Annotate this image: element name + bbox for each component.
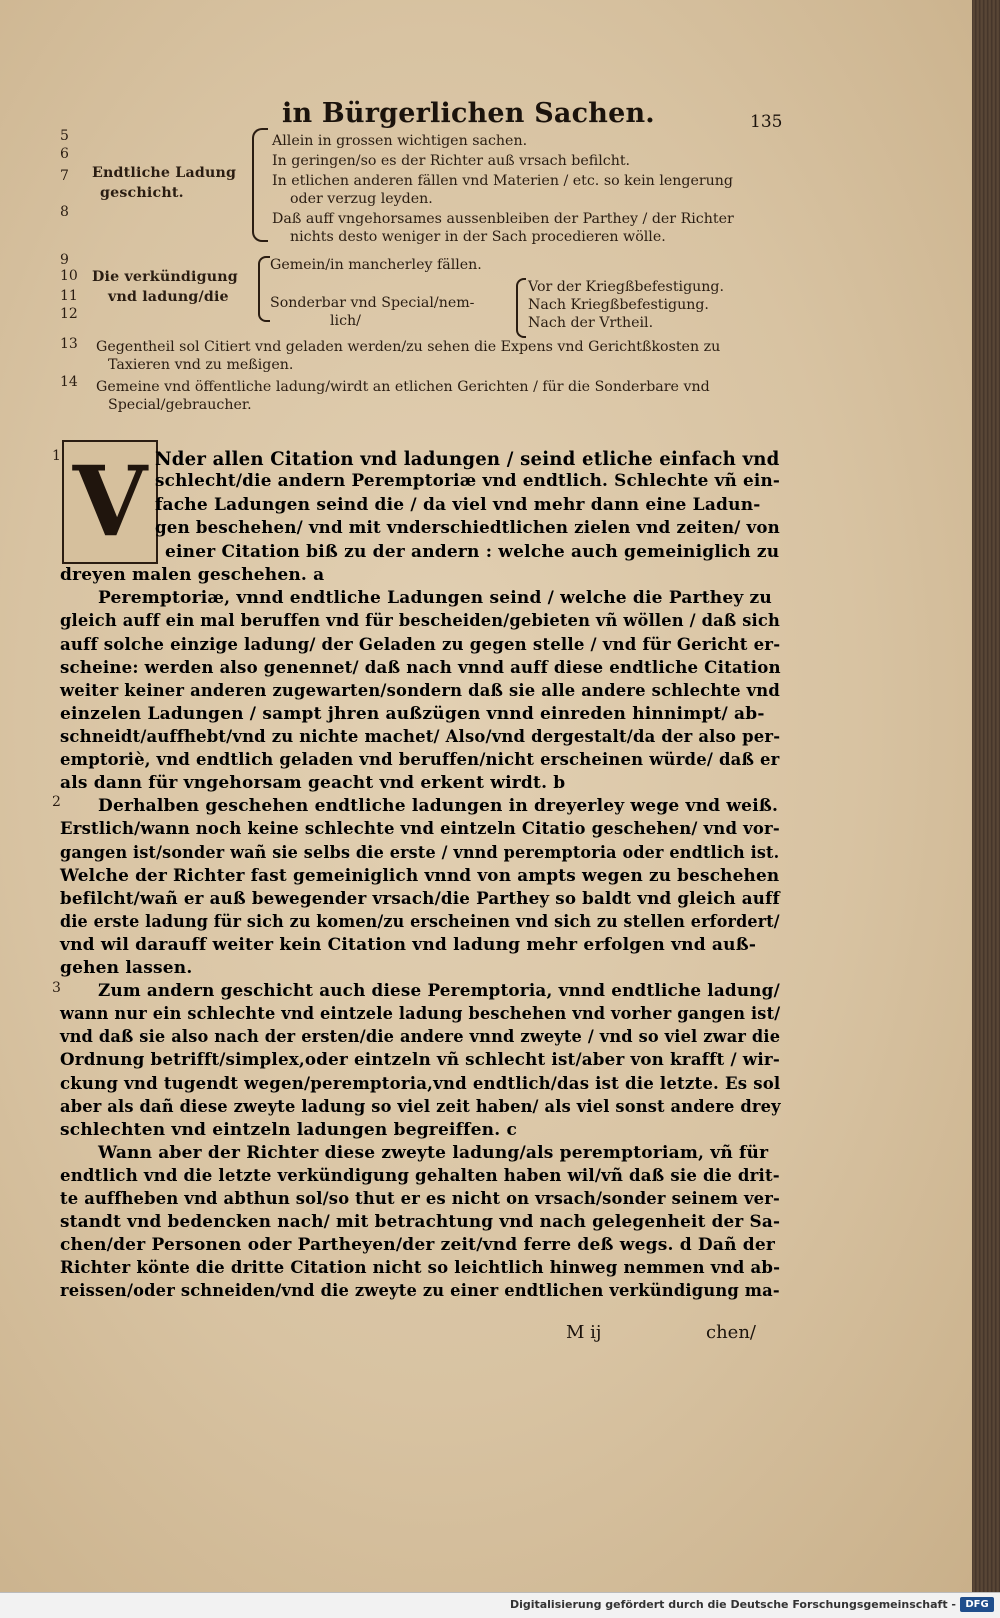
body-line: gen beschehen/ vnd mit vnderschiedtlichen zielen vnd zeiten/ von xyxy=(155,518,780,538)
body-line: chen/der Personen oder Partheyen/der zeit/vnd ferre deß wegs. d Dañ der xyxy=(60,1235,776,1255)
line-number: 12 xyxy=(60,306,78,322)
initial-letter: V xyxy=(72,445,148,558)
line-number: 8 xyxy=(60,204,69,220)
body-line: vnd wil darauff weiter kein Citation vnd ladung mehr erfolgen vnd auß- xyxy=(60,935,757,955)
body-line: ckung vnd tugendt wegen/peremptoria,vnd endtlich/das ist die letzte. Es sol xyxy=(60,1074,781,1094)
catchword: chen/ xyxy=(706,1322,756,1343)
body-line: te auffheben vnd abthun sol/so thut er es nicht on vrsach/sonder seinem ver- xyxy=(60,1189,781,1209)
folio-number: 135 xyxy=(750,112,783,132)
line-number: 13 xyxy=(60,336,78,352)
body-line: aber als dañ diese zweyte ladung so viel zeit haben/ als viel sonst andere drey xyxy=(60,1097,781,1117)
margin-mark: 2 xyxy=(52,794,61,810)
body-line: Derhalben geschehen endtliche ladungen in dreyerley wege vnd weiß. xyxy=(98,796,779,816)
body-line: Peremptoriæ, vnnd endtliche Ladungen seind / welche die Parthey zu xyxy=(98,588,772,608)
line-number: 14 xyxy=(60,374,78,390)
body-line: weiter keiner anderen zugewarten/sondern daß sie alle andere schlechte vnd xyxy=(60,681,780,701)
summary-item: Daß auff vngehorsames aussenbleiben der Parthey / der Richter xyxy=(272,211,734,227)
signature-mark: M ij xyxy=(566,1322,602,1343)
summary-item: In etlichen anderen fällen vnd Materien / etc. so kein lengerung xyxy=(272,173,734,189)
brace-icon xyxy=(516,278,526,338)
summary-subitem: Nach Kriegßbefestigung. xyxy=(528,297,709,313)
body-line: auff solche einzige ladung/ der Geladen zu gegen stelle / vnd für Gericht er- xyxy=(60,635,781,655)
margin-mark: 1 xyxy=(52,448,61,464)
summary-item: In geringen/so es der Richter auß vrsach befilcht. xyxy=(272,153,631,169)
body-line: gleich auff ein mal beruffen vnd für bescheiden/gebieten vñ wöllen / daß sich xyxy=(60,611,780,631)
line-number: 5 xyxy=(60,128,69,144)
summary-item: Gegentheil sol Citiert vnd geladen werden/zu sehen die Expens vnd Gerichtßkosten zu xyxy=(96,339,721,355)
margin-mark: 3 xyxy=(52,980,61,996)
line-number: 7 xyxy=(60,168,69,184)
body-line: Richter könte die dritte Citation nicht so leichtlich hinweg nemmen vnd ab- xyxy=(60,1258,781,1278)
body-line: die erste ladung für sich zu komen/zu erscheinen vnd sich zu stellen erfordert/ xyxy=(60,912,780,932)
body-line: einzelen Ladungen / sampt jhren außzügen vnnd einreden hinnimpt/ ab- xyxy=(60,704,765,724)
footer-bar xyxy=(0,1592,1000,1618)
decorated-initial xyxy=(62,440,158,564)
body-line: wann nur ein schlechte vnd eintzele ladung beschehen vnd vorher gangen ist/ xyxy=(60,1004,781,1024)
footer-credit: Digitalisierung gefördert durch die Deutsche Forschungsgemeinschaft - xyxy=(509,1598,956,1611)
body-line: einer Citation biß zu der andern : welche auch gemeiniglich zu xyxy=(165,542,780,562)
body-line: befilcht/wañ er auß bewegender vrsach/die Parthey so baldt vnd gleich auff xyxy=(60,889,780,909)
body-line: Nder allen Citation vnd ladungen / seind etliche einfach vnd xyxy=(155,448,780,470)
body-line: fache Ladungen seind die / da viel vnd mehr dann eine Ladun- xyxy=(155,495,761,515)
summary-item: Special/gebraucher. xyxy=(108,397,252,413)
body-line: Ordnung betrifft/simplex,oder eintzeln vñ schlecht ist/aber von krafft / wir- xyxy=(60,1050,780,1070)
brace-icon xyxy=(252,128,268,242)
summary-subitem: Vor der Kriegßbefestigung. xyxy=(528,279,725,295)
summary-item: lich/ xyxy=(330,313,361,329)
summary-item: Gemein/in mancherley fällen. xyxy=(270,257,482,273)
summary-label: geschicht. xyxy=(100,185,184,201)
body-line: reissen/oder schneiden/vnd die zweyte zu einer endtlichen verkündigung ma- xyxy=(60,1281,780,1301)
summary-label: vnd ladung/die xyxy=(108,289,229,305)
body-line: schneidt/auffhebt/vnd zu nichte machet/ Also/vnd dergestalt/da der also per- xyxy=(60,727,781,747)
summary-item: Sonderbar vnd Special/nem- xyxy=(270,295,475,311)
line-number: 11 xyxy=(60,288,78,304)
running-head: in Bürgerlichen Sachen. xyxy=(282,98,655,129)
dfg-logo: DFG xyxy=(960,1597,994,1612)
brace-icon xyxy=(258,256,270,322)
body-line: endtlich vnd die letzte verkündigung gehalten haben wil/vñ daß sie die drit- xyxy=(60,1166,780,1186)
body-line: scheine: werden also genennet/ daß nach vnnd auff diese endtliche Citation xyxy=(60,658,781,678)
line-number: 6 xyxy=(60,146,69,162)
summary-item: Gemeine vnd öffentliche ladung/wirdt an etlichen Gerichten / für die Sonderbare vnd xyxy=(96,379,710,395)
summary-item: oder verzug leyden. xyxy=(290,191,433,207)
body-line: als dann für vngehorsam geacht vnd erkent wirdt. b xyxy=(60,773,566,793)
line-number: 10 xyxy=(60,268,78,284)
summary-label: Die verkündigung xyxy=(92,269,238,285)
body-line: dreyen malen geschehen. a xyxy=(60,565,325,585)
body-line: Welche der Richter fast gemeiniglich vnnd von ampts wegen zu beschehen xyxy=(60,866,780,886)
body-line: schlechten vnd eintzeln ladungen begreiffen. c xyxy=(60,1120,518,1140)
body-line: Wann aber der Richter diese zweyte ladung/als peremptoriam, vñ für xyxy=(98,1143,769,1163)
summary-item: Allein in grossen wichtigen sachen. xyxy=(272,133,528,149)
body-line: Erstlich/wann noch keine schlechte vnd eintzeln Citatio geschehen/ vnd vor- xyxy=(60,819,780,839)
summary-item: Taxieren vnd zu meßigen. xyxy=(108,357,294,373)
body-line: standt vnd bedencken nach/ mit betrachtung vnd nach gelegenheit der Sa- xyxy=(60,1212,781,1232)
summary-subitem: Nach der Vrtheil. xyxy=(528,315,654,331)
body-line: schlecht/die andern Peremptoriæ vnd endtlich. Schlechte vñ ein- xyxy=(155,471,781,491)
page-edge xyxy=(972,0,1000,1592)
summary-item: nichts desto weniger in der Sach procedieren wölle. xyxy=(290,229,666,245)
body-line: vnd daß sie also nach der ersten/die andere vnnd zweyte / vnd so viel zwar die xyxy=(60,1027,781,1047)
line-number: 9 xyxy=(60,252,69,268)
body-line: Zum andern geschicht auch diese Peremptoria, vnnd endtliche ladung/ xyxy=(98,981,780,1001)
body-line: gehen lassen. xyxy=(60,958,193,978)
body-line: gangen ist/sonder wañ sie selbs die erste / vnnd peremptoria oder endtlich ist. xyxy=(60,843,780,863)
summary-label: Endtliche Ladung xyxy=(92,165,237,181)
body-line: emptoriè, vnd endtlich geladen vnd beruffen/nicht erscheinen würde/ daß er xyxy=(60,750,780,770)
